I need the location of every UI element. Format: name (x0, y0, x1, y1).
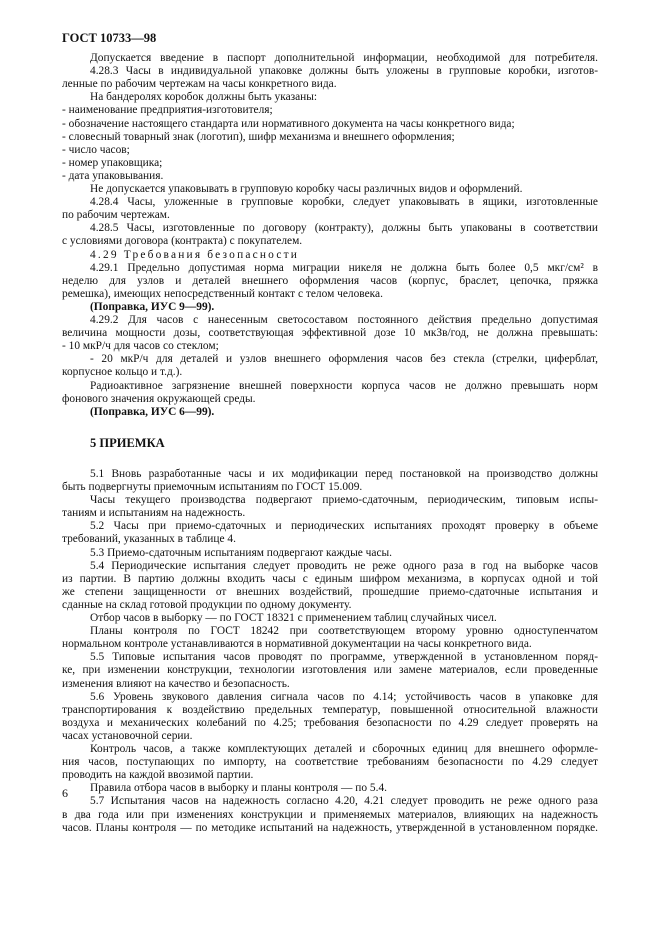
text-line: - число часов; (62, 143, 130, 156)
text-line: изменения влияют на качество и безопасность. (62, 677, 290, 690)
text-line: - 10 мкР/ч для часов со стеклом; (62, 340, 219, 353)
text-line: нормальном контроле устанавливаются в нормативной документации на часы конкретного вида. (62, 638, 532, 651)
text-line: фонового значения окружающей среды. (62, 392, 256, 405)
text-line: 4.29.2 Для часов с нанесенным светосоставом постоянного действия предельно допустимая (90, 314, 598, 326)
text-line: в два года или при изменениях конструкции и применяемых материалов, влияющих на надежность (62, 808, 598, 821)
text-line: ленные по рабочим чертежам на часы конкретного вида. (62, 78, 337, 91)
text-line: воздуха и механических колебаний по 4.25; требования безопасности по 4.29 следует проверять на (62, 716, 598, 729)
text-line: - 20 мкР/ч для деталей и узлов внешнего оформления часов без стекла (стрелки, циферблат, (90, 353, 598, 366)
text-line: величина мощности дозы, соответствующая эффективной дозе 10 мкЗв/год, не должна превышать: (62, 327, 598, 340)
text-line: На бандеролях коробок должны быть указаны: (90, 91, 318, 104)
text-line: - наименование предприятия-изготовителя; (62, 104, 273, 117)
text-line: (Поправка, ИУС 9—99). (90, 300, 215, 313)
text-line: Контроль часов, а также комплектующих деталей и сборочных единиц для внешнего оформле- (90, 743, 598, 755)
text-line: сданные на склад готовой продукции по одному документу. (62, 598, 352, 611)
text-line: Часы текущего производства подвергают приемо-сдаточным, периодическим, типовым испы- (90, 494, 598, 507)
page-header: ГОСТ 10733—98 (62, 31, 157, 45)
text-line: 5.4 Периодические испытания следует проводить не реже одного раза в год на выборке часов (90, 559, 598, 572)
text-line: Радиоактивное загрязнение внешней поверхности корпуса часов не должно превышать норм (90, 379, 598, 392)
text-line: 4.28.4 Часы, уложенные в групповые коробки, следует упаковывать в ящики, изготовленные (90, 196, 598, 209)
text-line: ке, при изменении конструкции, технологии изготовления или замене материалов, если проведенные (62, 664, 598, 677)
text-line: Допускается введение в паспорт дополнительной информации, необходимой для потребителя. (90, 52, 598, 64)
text-line: Не допускается упаковывать в групповую коробку часы различных видов и оформлений. (90, 183, 523, 195)
text-line: - словесный товарный знак (логотип), шифр механизма и внешнего оформления; (62, 130, 455, 143)
text-line: таниям и испытаниям на надежность. (62, 507, 246, 520)
text-line: часов. Планы контроля — по методике испытаний на надежность, утвержденной в установленном порядке. (62, 821, 598, 834)
text-line: 4.28.3 Часы в индивидуальной упаковке должны быть уложены в групповые коробки, изготов- (90, 65, 598, 78)
page-number: 6 (62, 786, 68, 800)
text-line: 5.5 Типовые испытания часов проводят по программе, утвержденной в установленном поряд- (90, 651, 598, 664)
text-line: проводить на каждой ввозимой партии. (62, 769, 254, 782)
text-line: же степени защищенности от внешних воздействий, прошедшие приемо-сдаточные испытания и (62, 585, 598, 598)
text-line: 5.1 Вновь разработанные часы и их модификации перед постановкой на производство должны (90, 467, 598, 480)
text-line: требований, указанных в таблице 4. (62, 533, 236, 546)
text-line: - номер упаковщика; (62, 156, 163, 169)
text-line: (Поправка, ИУС 6—99). (90, 405, 215, 418)
text-line: 4.28.5 Часы, изготовленные по договору (контракту), должны быть упакованы в соответствии (90, 222, 598, 235)
text-line: - дата упаковывания. (62, 169, 164, 182)
text-line: Планы контроля по ГОСТ 18242 при соответствующем второму уровню одноступенчатом (90, 625, 598, 638)
text-line: 5.2 Часы при приемо-сдаточных и периодических испытаниях проходят проверку в объеме (90, 520, 598, 533)
text-line: ремешка), имеющих непосредственный контакт с телом человека. (62, 287, 383, 300)
text-line: Отбор часов в выборку — по ГОСТ 18321 с применением таблиц случайных чисел. (90, 612, 497, 624)
text-line: Правила отбора часов в выборку и планы контроля — по 5.4. (90, 782, 387, 795)
text-line: из партии. В партию должны входить часы с единым шифром механизма, в корпусах одной и той (62, 572, 598, 585)
text-line: ния часов, поступающих по импорту, на соответствие требованиям безопасности по 4.29 следует (62, 756, 598, 769)
text-line: часах установочной серии. (62, 729, 193, 742)
text-line: 4.29 Требования безопасности (90, 248, 300, 261)
text-line: - обозначение настоящего стандарта или нормативного документа на часы конкретного вида; (62, 117, 515, 130)
text-line: транспортирования к воздействию предельных температур, повышенной относительной влажности (62, 703, 598, 716)
text-line: по рабочим чертежам. (62, 209, 170, 222)
text-line: с условиями договора (контракта) с покупателем. (62, 235, 303, 248)
text-line: быть подвергнуты приемочным испытаниям по ГОСТ 15.009. (62, 481, 363, 493)
text-line: 5 ПРИЕМКА (90, 435, 165, 450)
text-line: 5.7 Испытания часов на надежность согласно 4.20, 4.21 следует проводить не реже одного раза (90, 795, 598, 808)
text-line: корпусное кольцо и т.д.). (62, 366, 183, 379)
text-line: неделю для узлов и деталей внешнего оформления часов (корпус, браслет, цепочка, пряжка (62, 274, 598, 287)
text-line: 4.29.1 Предельно допустимая норма миграции никеля не должна быть более 0,5 мкг/см² в (90, 261, 598, 274)
text-line: 5.6 Уровень звукового давления сигнала часов по 4.14; устойчивость часов в упаковке для (90, 690, 598, 703)
text-line: 5.3 Приемо-сдаточным испытаниям подвергают каждые часы. (90, 546, 393, 559)
